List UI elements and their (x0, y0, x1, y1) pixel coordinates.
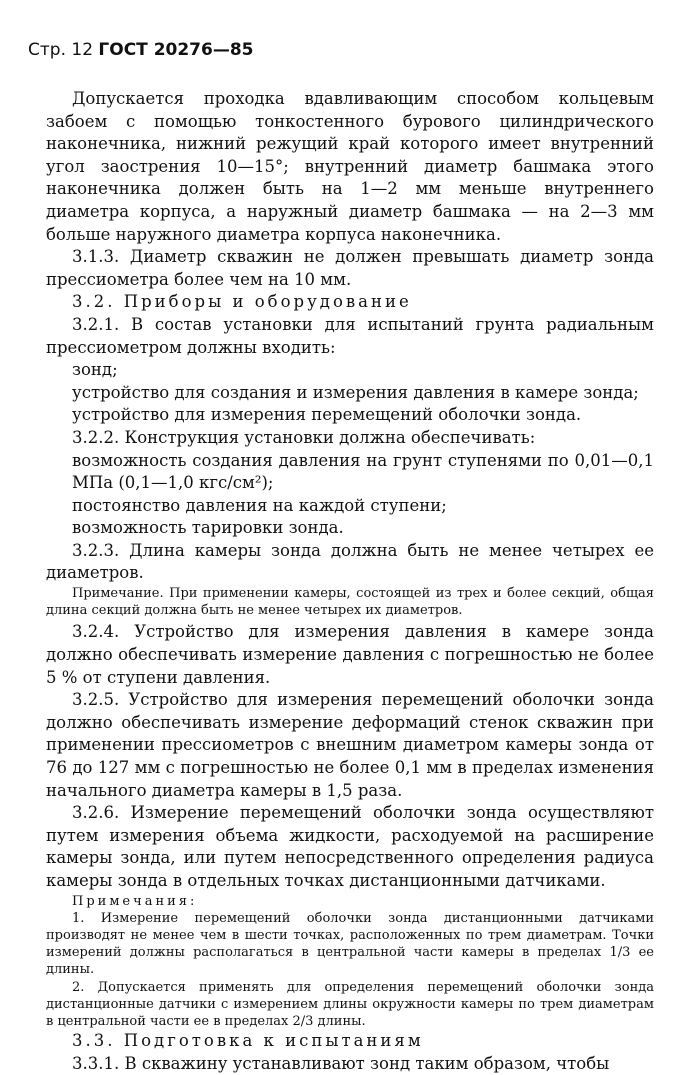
page-number: Стр. 12 (28, 40, 94, 60)
paragraph-3-2-2: 3.2.2. Конструкция установки должна обеспечивать: (72, 427, 536, 447)
standard-number: ГОСТ 20276—85 (98, 40, 254, 60)
list-item: зонд; (72, 360, 118, 380)
section-heading-3-3: 3.3. Подготовка к испытаниям (72, 1031, 424, 1051)
list-item: возможность создания давления на грунт ступенями по 0,01—0,1 МПа (0,1—1,0 кгс/см²); (72, 450, 654, 493)
note-2: 2. Допускается применять для определения перемещений оболочки зонда дистанционные датчики с измерением длины окружности камеры по трем диаметрам в центральной части ее в пределах 2/3 длины. (46, 979, 654, 1030)
paragraph-intro: Допускается проходка вдавливающим способом кольцевым забоем с помощью тонкостенного бурового цилиндрического наконечника, нижний режущий край которого имеет внутренний угол заострения 10—15°; внутренний диаметр башмака этого наконечника должен быть на 1—2 мм меньше внутреннего диаметра корпуса, а наружный диаметр башмака — на 2—3 мм больше наружного диаметра корпуса наконечника. (46, 89, 654, 244)
page-header (28, 40, 654, 60)
paragraph-3-2-4: 3.2.4. Устройство для измерения давления в камере зонда должно обеспечивать измерение давления с погрешностью не более 5 % от ступени давления. (46, 622, 654, 687)
list-item: постоянство давления на каждой ступени; (72, 495, 447, 515)
list-item: возможность тарировки зонда. (72, 518, 344, 538)
paragraph-3-2-5: 3.2.5. Устройство для измерения перемещений оболочки зонда должно обеспечивать измерение деформаций стенок скважин при применении прессиометров с внешним диаметром камеры зонда от 76 до 127 мм с погрешностью не более 0,1 мм в пределах изменения начального диаметра камеры в 1,5 раза. (46, 690, 654, 800)
paragraph-3-2-3: 3.2.3. Длина камеры зонда должна быть не менее четырех ее диаметров. (46, 540, 654, 583)
paragraph-3-3-1: 3.3.1. В скважину устанавливают зонд таким образом, чтобы (72, 1053, 610, 1073)
section-heading-3-2: 3.2. Приборы и оборудование (72, 292, 412, 312)
paragraph-3-2-1: 3.2.1. В состав установки для испытаний грунта радиальным прессиометром должны входить: (46, 314, 654, 357)
paragraph-3-2-6: 3.2.6. Измерение перемещений оболочки зонда осуществляют путем измерения объема жидкости, расходуемой на расширение камеры зонда, или путем непосредственного определения радиуса камеры зонда в отдельных точках дистанционными датчиками. (46, 803, 654, 890)
note-3-2-3: Примечание. При применении камеры, состоящей из трех и более секций, общая длина секций должна быть не менее четырех их диаметров. (46, 586, 654, 619)
paragraph-3-1-3: 3.1.3. Диаметр скважин не должен превышать диаметр зонда прессиометра более чем на 10 мм. (46, 247, 654, 289)
notes-title: Примечания: (72, 893, 198, 909)
list-item: устройство для измерения перемещений оболочки зонда. (72, 405, 582, 425)
list-item: устройство для создания и измерения давления в камере зонда; (72, 382, 639, 402)
note-1: 1. Измерение перемещений оболочки зонда дистанционными датчиками производят не менее чем в шести точках, расположенных по трем диаметрам. Точки измерений должны располагаться в центральной части камеры в пределах 1/3 ее длины. (46, 910, 654, 978)
